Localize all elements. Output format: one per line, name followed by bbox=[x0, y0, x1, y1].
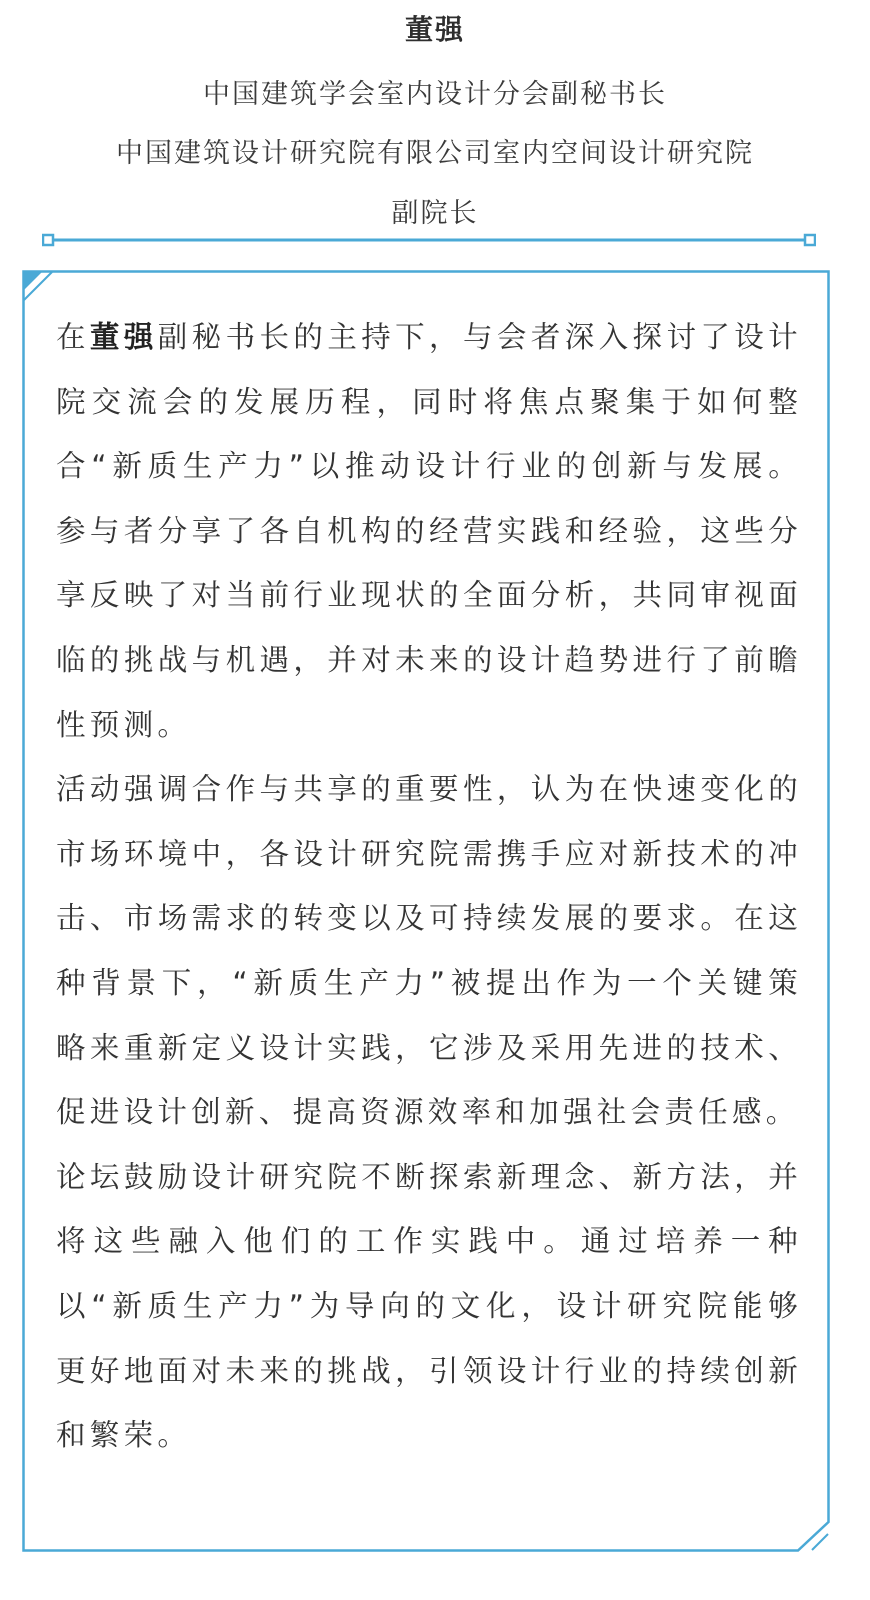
speaker-title-line-2: 中国建筑设计研究院有限公司室内空间设计研究院 bbox=[116, 138, 754, 169]
speaker-title-line-1: 中国建筑学会室内设计分会副秘书长 bbox=[203, 79, 667, 110]
paragraph-1 bbox=[56, 305, 802, 757]
speaker-title-line-3: 副院长 bbox=[391, 198, 479, 229]
host-name-bold: 董强 bbox=[89, 320, 158, 354]
paragraph-2: 活动强调合作与共享的重要性，认为在快速变化的市场环境中，各设计研究院需携手应对新技术的冲击、市场需求的转变以及可持续发展的要求。在这种背景下，“新质生产力”被提出作为一个关键策略来重新定义设计实践，它涉及采用先进的技术、促进设计创新、提高资源效率和加强社会责任感。 bbox=[56, 772, 802, 1130]
paragraph-3: 论坛鼓励设计研究院不断探索新理念、新方法，并将这些融入他们的工作实践中。通过培养一种以“新质生产力”为导向的文化，设计研究院能够更好地面对未来的挑战，引领设计行业的持续创新和繁荣。 bbox=[56, 1159, 802, 1453]
paragraph-1-prefix: 在 bbox=[56, 320, 90, 354]
speaker-name: 董强 bbox=[404, 13, 465, 46]
article-body bbox=[56, 305, 802, 1468]
header-divider bbox=[42, 233, 816, 247]
article-card bbox=[22, 270, 830, 1552]
paragraph-1-text: 副秘书长的主持下，与会者深入探讨了设计院交流会的发展历程，同时将焦点聚集于如何整合“新质生产力”以推动设计行业的创新与发展。参与者分享了各自机构的经营实践和经验，这些分享反映了对当前行业现状的全面分析，共同审视面临的挑战与机遇，并对未来的设计趋势进行了前瞻性预测。 bbox=[56, 320, 802, 742]
